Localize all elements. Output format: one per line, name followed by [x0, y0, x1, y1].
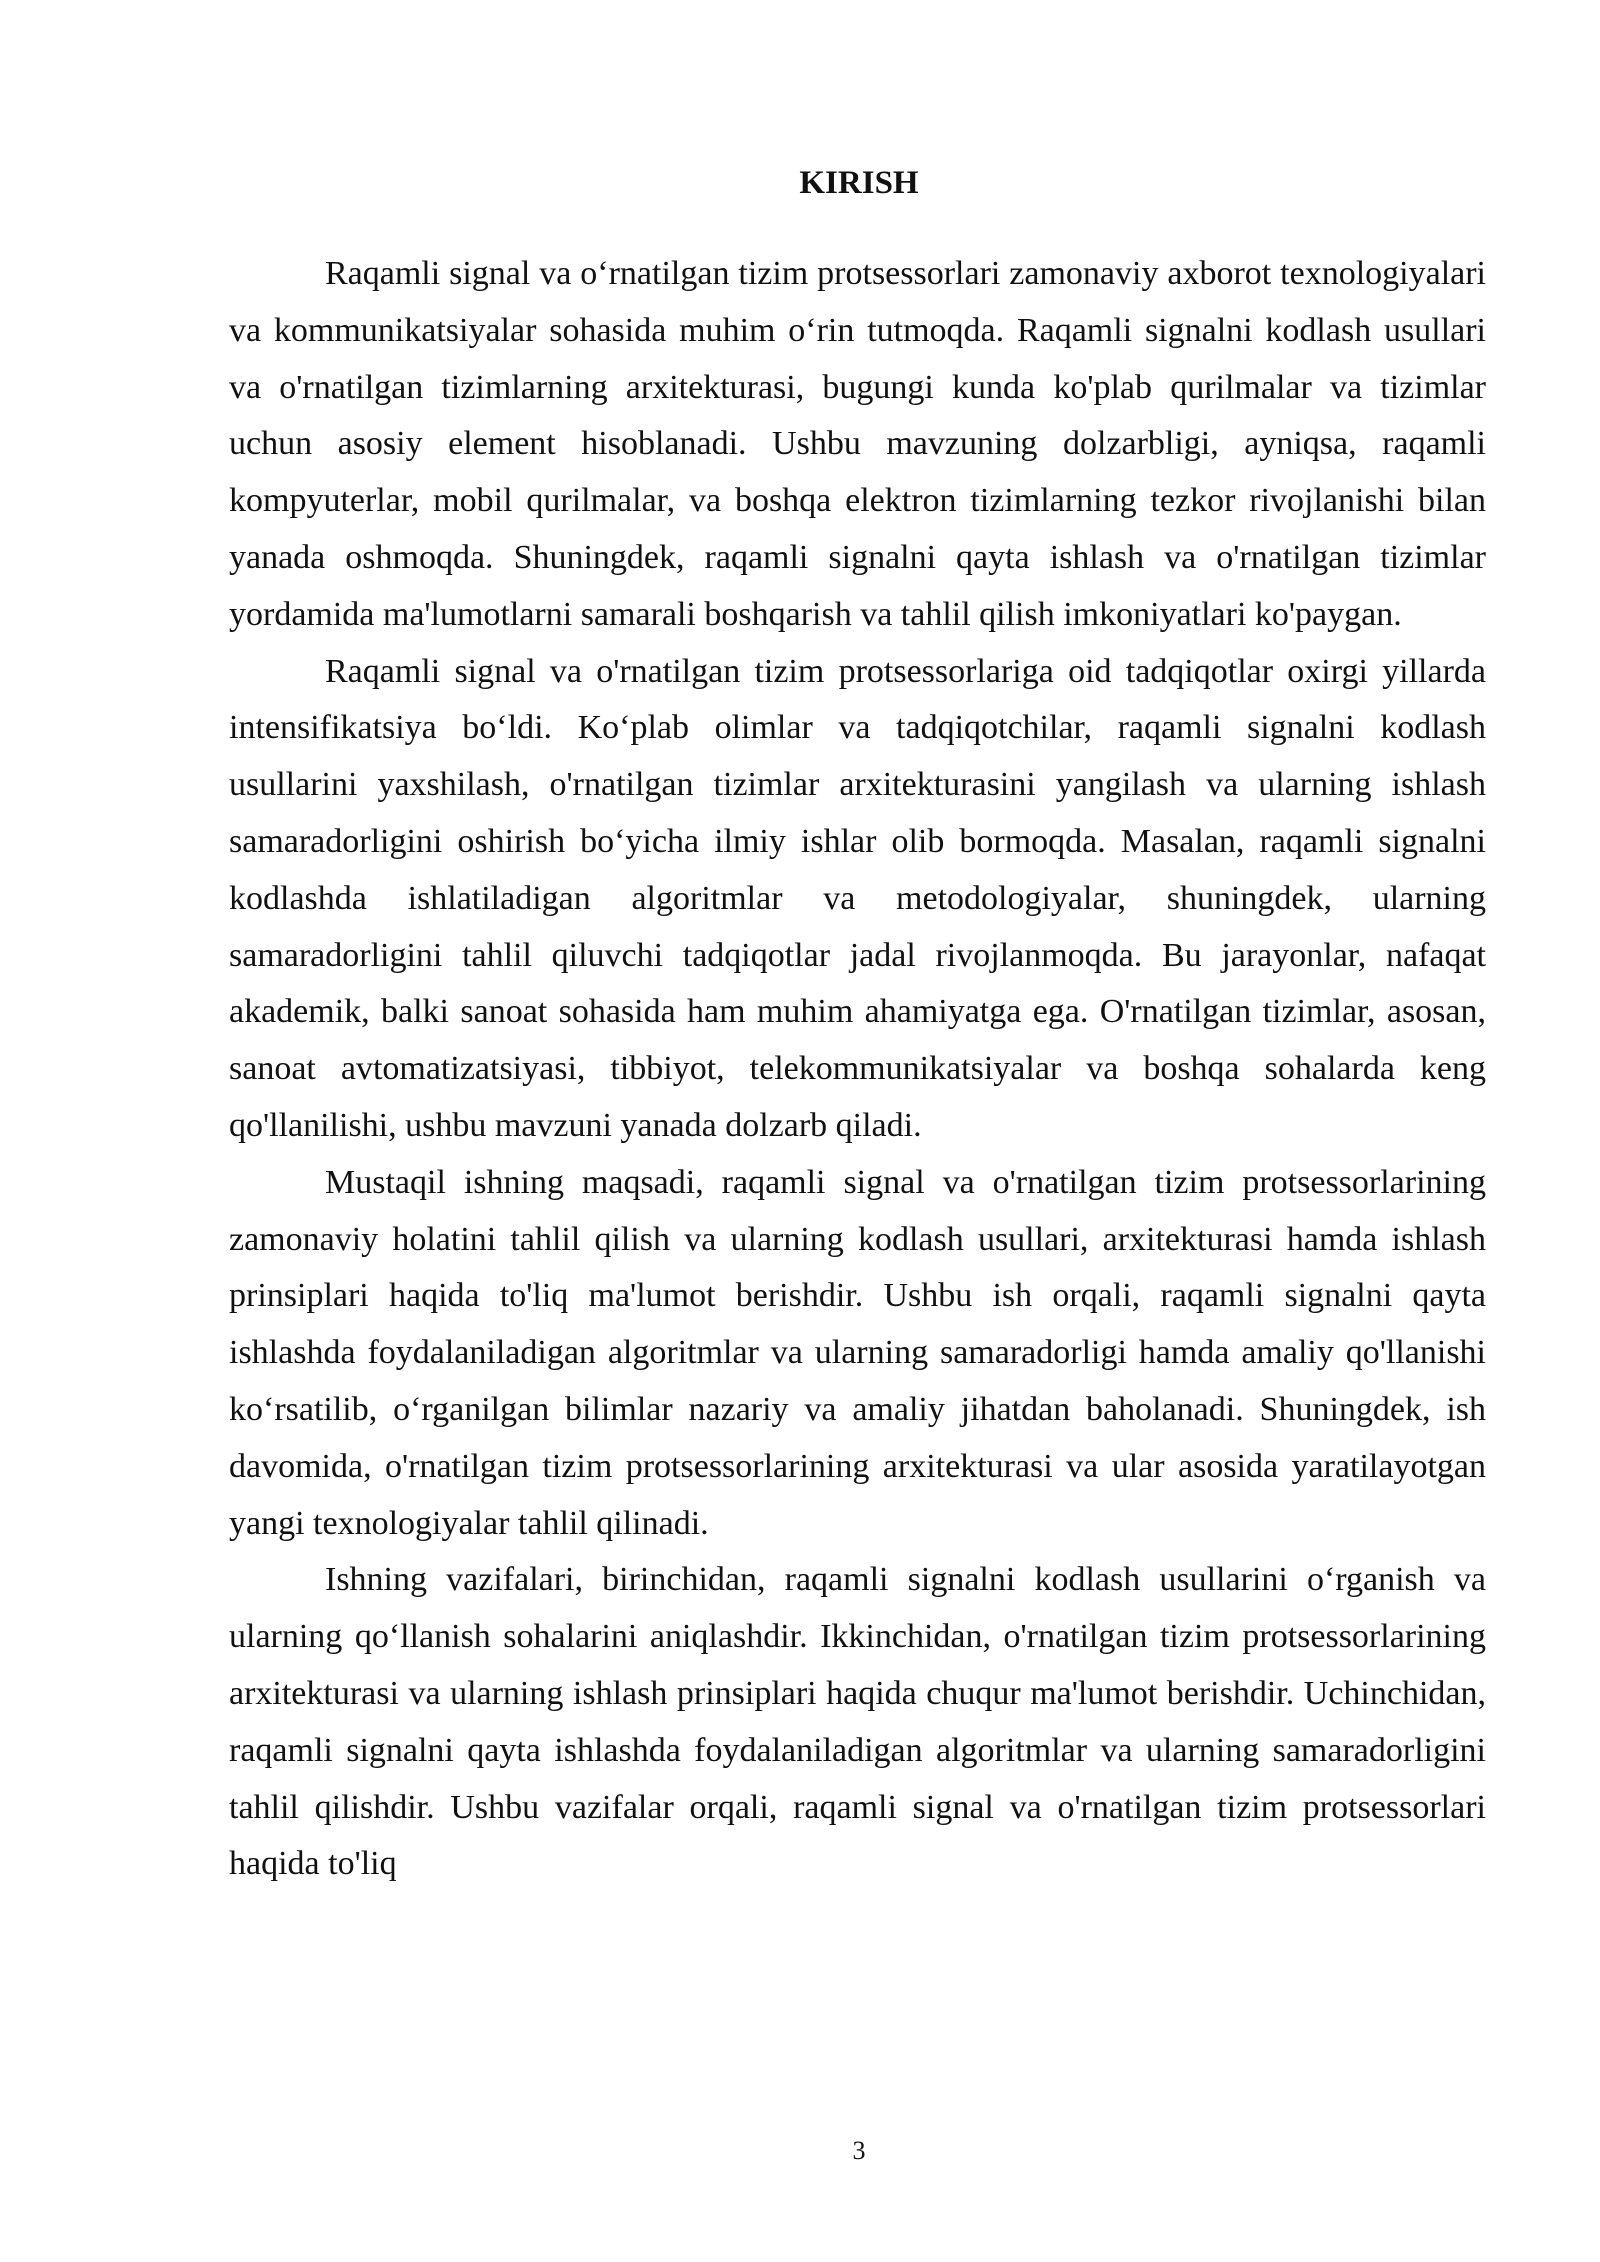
body-text	[229, 246, 1486, 1893]
page-title: KIRISH	[799, 165, 919, 201]
paragraph-2: Raqamli signal va o'rnatilgan tizim protsessorlariga oid tadqiqotlar oxirgi yillarda intensifikatsiya bo‘ldi. Ko‘plab olimlar va tadqiqotchilar, raqamli signalni kodlash usullarini yaxshilash, o'rnatilgan tizimlar arxitekturasini yangilash va ularning ishlash samaradorligini oshirish bo‘yicha ilmiy ishlar olib bormoqda. Masalan, raqamli signalni kodlashda ishlatiladigan algoritmlar va metodologiyalar, shuningdek, ularning samaradorligini tahlil qiluvchi tadqiqotlar jadal rivojlanmoqda. Bu jarayonlar, nafaqat akademik, balki sanoat sohasida ham muhim ahamiyatga ega. O'rnatilgan tizimlar, asosan, sanoat avtomatizatsiyasi, tibbiyot, telekommunikatsiyalar va boshqa sohalarda keng qo'llanilishi, ushbu mavzuni yanada dolzarb qiladi.	[229, 652, 1486, 1144]
page-number: 3	[852, 2136, 866, 2165]
paragraph-3: Mustaqil ishning maqsadi, raqamli signal va o'rnatilgan tizim protsessorlarining zamonaviy holatini tahlil qilish va ularning kodlash usullari, arxitekturasi hamda ishlash prinsiplari haqida to'liq ma'lumot berishdir. Ushbu ish orqali, raqamli signalni qayta ishlashda foydalaniladigan algoritmlar va ularning samaradorligi hamda amaliy qo'llanishi ko‘rsatilib, o‘rganilgan bilimlar nazariy va amaliy jihatdan baholanadi. Shuningdek, ish davomida, o'rnatilgan tizim protsessorlarining arxitekturasi va ular asosida yaratilayotgan yangi texnologiyalar tahlil qilinadi.	[229, 1163, 1486, 1542]
paragraph-1: Raqamli signal va o‘rnatilgan tizim protsessorlari zamonaviy axborot texnologiyalari va kommunikatsiyalar sohasida muhim o‘rin tutmoqda. Raqamli signalni kodlash usullari va o'rnatilgan tizimlarning arxitekturasi, bugungi kunda ko'plab qurilmalar va tizimlar uchun asosiy element hisoblanadi. Ushbu mavzuning dolzarbligi, ayniqsa, raqamli kompyuterlar, mobil qurilmalar, va boshqa elektron tizimlarning tezkor rivojlanishi bilan yanada oshmoqda. Shuningdek, raqamli signalni qayta ishlash va o'rnatilgan tizimlar yordamida ma'lumotlarni samarali boshqarish va tahlil qilish imkoniyatlari ko'paygan.	[229, 255, 1486, 633]
paragraph-4: Ishning vazifalari, birinchidan, raqamli signalni kodlash usullarini o‘rganish va ularning qo‘llanish sohalarini aniqlashdir. Ikkinchidan, o'rnatilgan tizim protsessorlarining arxitekturasi va ularning ishlash prinsiplari haqida chuqur ma'lumot berishdir. Uchinchidan, raqamli signalni qayta ishlashda foydalaniladigan algoritmlar va ularning samaradorligini tahlil qilishdir. Ushbu vazifalar orqali, raqamli signal va o'rnatilgan tizim protsessorlari haqida to'liq	[229, 1561, 1486, 1883]
